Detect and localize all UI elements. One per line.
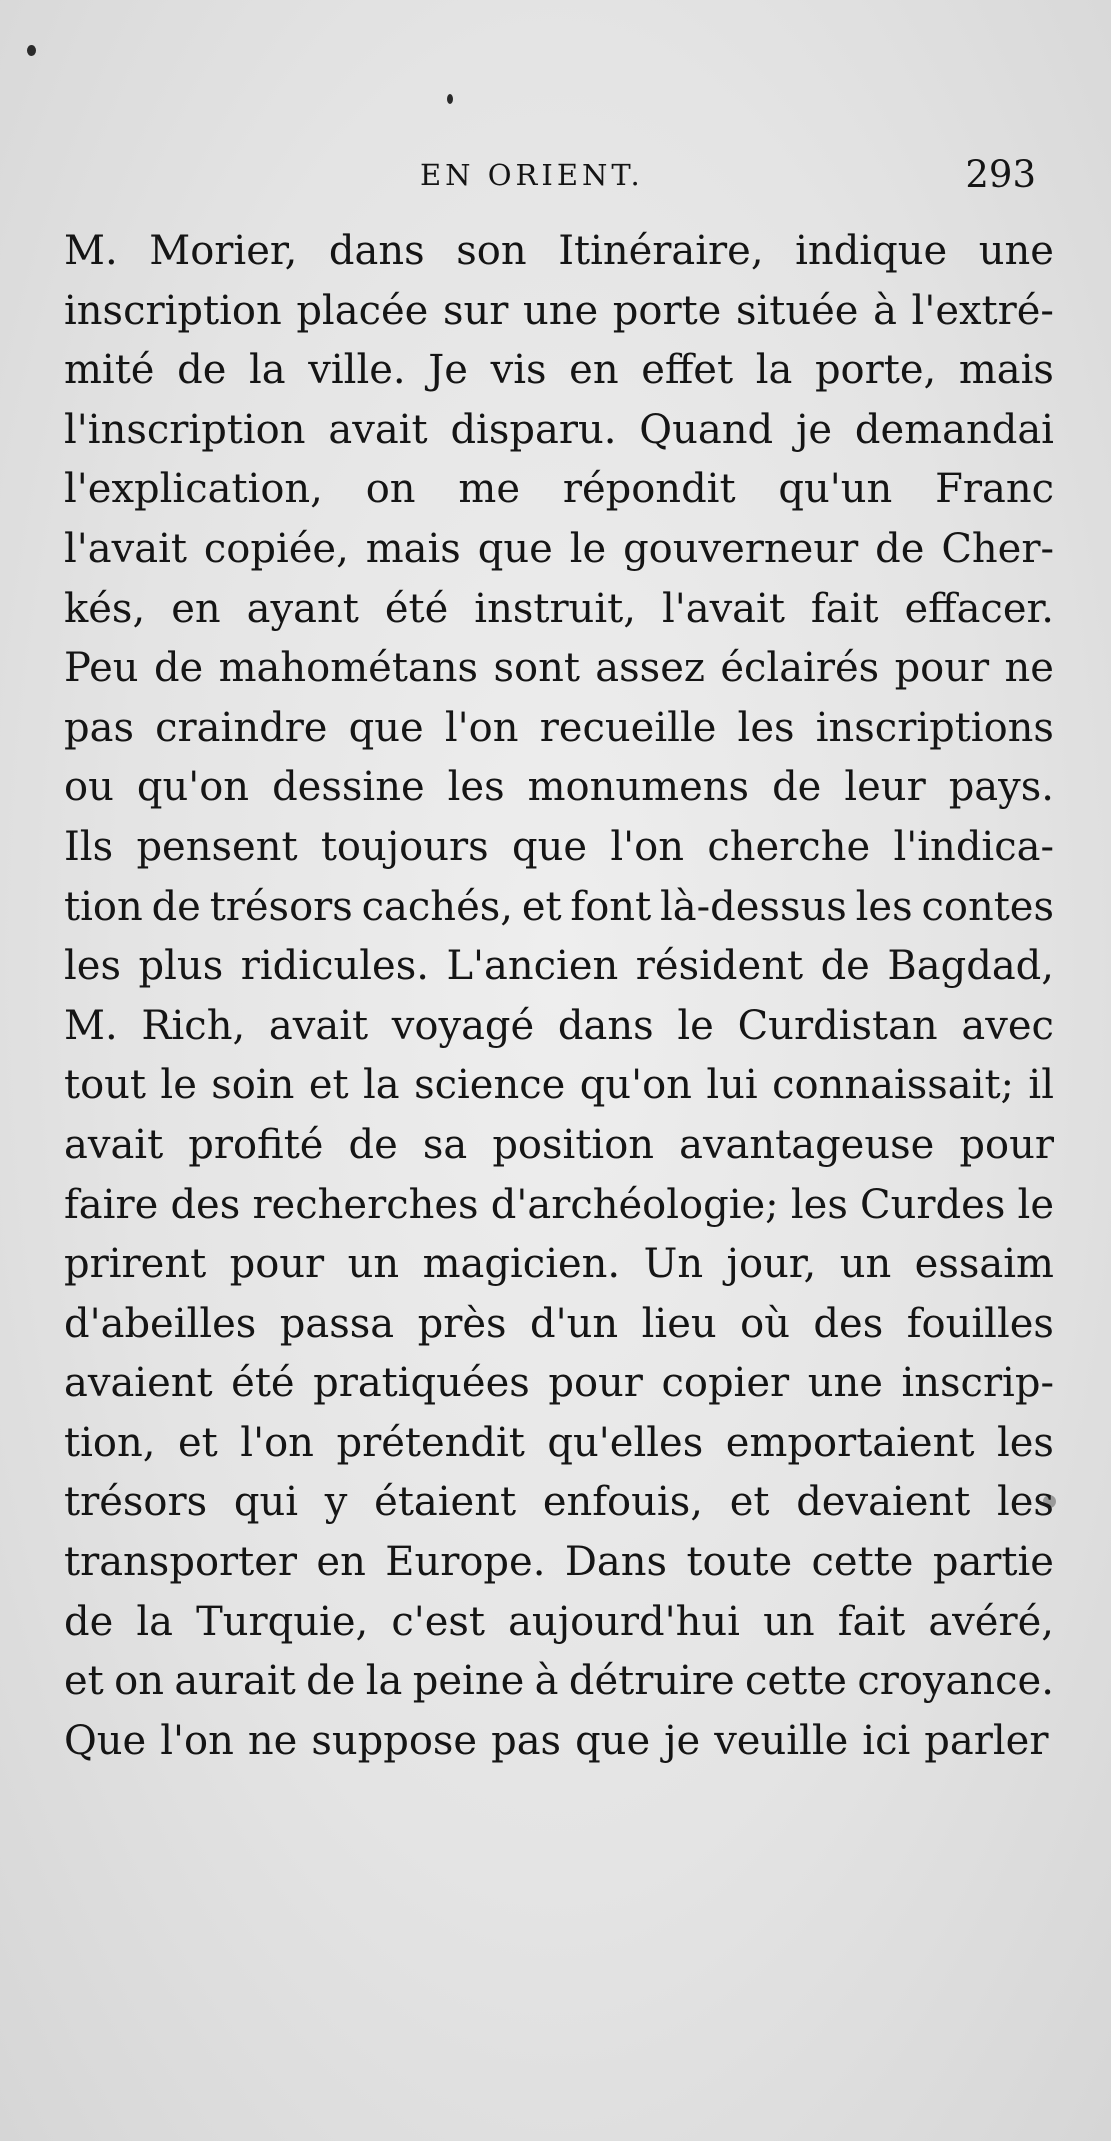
word: Curdes (860, 1181, 1006, 1228)
word: détruire (568, 1658, 735, 1705)
word: de (306, 1658, 356, 1705)
word: mais (958, 347, 1054, 394)
word: cette (811, 1539, 914, 1586)
word: porte (612, 287, 722, 334)
word: de (772, 764, 822, 811)
word: la (363, 1062, 400, 1109)
word: inscription (64, 287, 282, 334)
word: on (114, 1658, 164, 1705)
page-number: 293 (965, 153, 1036, 196)
word: l'inscription (64, 406, 306, 453)
word: inscriptions (815, 704, 1054, 751)
word: je (664, 1717, 701, 1764)
word: Franc (935, 466, 1054, 513)
word: copiée, (203, 525, 349, 572)
word: une (807, 1360, 883, 1407)
ink-speck (447, 94, 453, 104)
word: qu'on (136, 764, 250, 811)
word: de (177, 347, 227, 394)
text-line (64, 1712, 1054, 1772)
word: effacer. (904, 585, 1054, 632)
word: à (873, 287, 897, 334)
text-line (64, 1652, 1054, 1712)
word: là-dessus (660, 883, 847, 930)
word: avantageuse (679, 1121, 935, 1168)
word: d'archéologie; (490, 1181, 779, 1228)
word: pour (548, 1360, 643, 1407)
word: les (996, 1479, 1054, 1526)
word: position (492, 1121, 655, 1168)
text-line (64, 401, 1054, 461)
word: Rich, (141, 1002, 246, 1049)
word: de (820, 943, 870, 990)
word: essaim (914, 1241, 1054, 1288)
word: éclairés (720, 645, 880, 692)
word: les (737, 704, 795, 751)
text-line (64, 639, 1054, 699)
word: pour (959, 1121, 1054, 1168)
word: l'extré- (911, 287, 1054, 334)
running-head (0, 150, 1111, 200)
word: avait (328, 406, 428, 453)
word: de (153, 645, 204, 692)
word: suppose (311, 1717, 478, 1764)
word: cherche (707, 823, 871, 870)
word: de (64, 1598, 114, 1645)
word: en (569, 347, 619, 394)
word: l'explication, (64, 466, 323, 513)
word: avéré, (928, 1598, 1054, 1645)
word: dans (557, 1002, 654, 1049)
word: kés, (64, 585, 146, 632)
word: c'est (391, 1598, 485, 1645)
word: l'on (444, 704, 519, 751)
text-line (64, 1056, 1054, 1116)
word: d'un (530, 1300, 619, 1347)
word: avaient (64, 1360, 213, 1407)
word: Turquie, (196, 1598, 369, 1645)
word: près (417, 1300, 507, 1347)
text-line (64, 1533, 1054, 1593)
word: plus (138, 943, 224, 990)
word: le (160, 1062, 197, 1109)
text-line (64, 1354, 1054, 1414)
word: un (763, 1598, 815, 1645)
word: Cher- (941, 525, 1054, 572)
word: pour (894, 645, 990, 692)
word: Un (643, 1241, 704, 1288)
word: et (64, 1658, 104, 1705)
word: les (790, 1181, 848, 1228)
word: fouilles (906, 1300, 1054, 1347)
word: enfouis, (542, 1479, 703, 1526)
word: de (875, 525, 925, 572)
word: pas (491, 1717, 562, 1764)
body-text (64, 222, 1054, 1771)
word: été (384, 585, 449, 632)
word: située (735, 287, 859, 334)
word: et (521, 883, 562, 930)
word: Je (428, 347, 468, 394)
word: répondit (562, 466, 736, 513)
running-head-title: EN ORIENT. (420, 158, 644, 192)
word: Curdistan (737, 1002, 938, 1049)
word: pour (229, 1241, 325, 1288)
word: profité (188, 1121, 324, 1168)
word: recherches (252, 1181, 479, 1228)
word: vis (490, 347, 547, 394)
word: un (839, 1241, 892, 1288)
word: me (458, 466, 520, 513)
word: je (795, 406, 833, 453)
word: en (171, 585, 221, 632)
word: ville. (308, 347, 406, 394)
word: qu'un (778, 466, 893, 513)
word: de (151, 883, 201, 930)
word: effet (641, 347, 734, 394)
word: il (1028, 1062, 1054, 1109)
word: avait (64, 1121, 164, 1168)
word: l'on (160, 1717, 234, 1764)
word: Europe. (385, 1539, 546, 1586)
word: aujourd'hui (508, 1598, 740, 1645)
word: dans (328, 228, 425, 274)
word: les (447, 764, 505, 811)
word: inscrip- (901, 1360, 1054, 1407)
text-line (64, 1235, 1054, 1295)
word: avait (268, 1002, 369, 1049)
word: l'on (240, 1419, 314, 1466)
word: pas (64, 704, 134, 751)
word: mahométans (218, 645, 479, 692)
word: avec (961, 1002, 1054, 1049)
word: pratiquées (313, 1360, 530, 1407)
word: Que (64, 1717, 147, 1764)
word: trésors (209, 883, 353, 930)
word: Ils (64, 823, 114, 870)
word: la (249, 347, 286, 394)
word: les (855, 883, 913, 930)
word: ici (862, 1717, 911, 1764)
word: instruit, (474, 585, 636, 632)
text-line (64, 1473, 1054, 1533)
word: Morier, (149, 228, 298, 274)
word: placée (296, 287, 429, 334)
word: que (477, 525, 553, 572)
word: les (64, 943, 121, 990)
word: leur (844, 764, 926, 811)
word: soin (211, 1062, 295, 1109)
text-line (64, 818, 1054, 878)
text-line (64, 758, 1054, 818)
word: fait (837, 1598, 906, 1645)
text-line (64, 341, 1054, 401)
word: toujours (320, 823, 489, 870)
word: la (136, 1598, 174, 1645)
word: sa (422, 1121, 468, 1168)
word: qui (233, 1479, 299, 1526)
text-line (64, 460, 1054, 520)
word: les (996, 1419, 1054, 1466)
word: tion, (64, 1419, 156, 1466)
text-line (64, 997, 1054, 1057)
text-line (64, 1414, 1054, 1474)
word: craindre (155, 704, 328, 751)
word: la (365, 1658, 403, 1705)
word: ne (1004, 645, 1054, 692)
word: partie (932, 1539, 1054, 1586)
word: mais (365, 525, 461, 572)
word: pensent (136, 823, 298, 870)
text-line (64, 1295, 1054, 1355)
word: ou (64, 764, 114, 811)
word: cachés, (361, 883, 513, 930)
word: trésors (64, 1479, 208, 1526)
word: Dans (564, 1539, 668, 1586)
word: ne (247, 1717, 298, 1764)
word: et (177, 1419, 218, 1466)
word: croyance. (857, 1658, 1054, 1705)
word: Itinéraire, (558, 228, 764, 274)
word: dessine (272, 764, 425, 811)
text-line (64, 222, 1054, 282)
text-line (64, 699, 1054, 759)
word: y (324, 1479, 348, 1526)
word: M. (64, 1002, 118, 1049)
word: ayant (246, 585, 359, 632)
word: faire (64, 1181, 159, 1228)
word: recueille (539, 704, 717, 751)
text-line (64, 937, 1054, 997)
word: L'ancien (446, 943, 619, 990)
word: font (570, 883, 652, 930)
word: des (170, 1181, 241, 1228)
word: et (308, 1062, 349, 1109)
text-line (64, 878, 1054, 938)
word: jour, (726, 1241, 817, 1288)
word: fait (810, 585, 879, 632)
word: prirent (64, 1241, 207, 1288)
word: que (512, 823, 588, 870)
word: le (677, 1002, 714, 1049)
word: contes (921, 883, 1054, 930)
word: que (575, 1717, 651, 1764)
word: tion (64, 883, 143, 930)
word: la (755, 347, 793, 394)
word: aurait (174, 1658, 296, 1705)
word: son (456, 228, 527, 274)
word: gouverneur (623, 525, 859, 572)
word: Bagdad, (887, 943, 1054, 990)
word: porte, (814, 347, 937, 394)
word: l'avait (661, 585, 785, 632)
word: veuille (714, 1717, 849, 1764)
word: indique (795, 228, 948, 274)
ink-speck (27, 45, 36, 56)
text-line (64, 1593, 1054, 1653)
word: passa (279, 1300, 395, 1347)
word: un (347, 1241, 400, 1288)
word: d'abeilles (64, 1300, 257, 1347)
word: qu'elles (547, 1419, 704, 1466)
text-line (64, 1176, 1054, 1236)
word: le (569, 525, 607, 572)
word: lui (706, 1062, 758, 1109)
word: résident (635, 943, 804, 990)
word: magicien. (422, 1241, 621, 1288)
word: pays. (948, 764, 1054, 811)
word: et (729, 1479, 770, 1526)
word: en (316, 1539, 366, 1586)
word: science (414, 1062, 566, 1109)
word: emportaient (725, 1419, 975, 1466)
word: le (1017, 1181, 1054, 1228)
text-line (64, 1116, 1054, 1176)
word: devaient (796, 1479, 971, 1526)
word: Quand (639, 406, 774, 453)
word: M. (64, 228, 118, 274)
word: sont (493, 645, 580, 692)
word: lieu (641, 1300, 717, 1347)
word: Peu (64, 645, 139, 692)
word: transporter (64, 1539, 298, 1586)
text-line (64, 580, 1054, 640)
word: disparu. (450, 406, 617, 453)
word: que (348, 704, 424, 751)
word: demandai (854, 406, 1054, 453)
text-line (64, 282, 1054, 342)
word: on (365, 466, 416, 513)
word: connaissait; (772, 1062, 1014, 1109)
word: l'avait (64, 525, 187, 572)
word: une (522, 287, 599, 334)
word: l'indica- (893, 823, 1054, 870)
text-line (64, 520, 1054, 580)
word: des (813, 1300, 884, 1347)
word: monumens (527, 764, 750, 811)
word: mité (64, 347, 155, 394)
word: parler (924, 1717, 1049, 1764)
word: prétendit (336, 1419, 525, 1466)
word: copier (661, 1360, 790, 1407)
word: peine (412, 1658, 525, 1705)
word: voyagé (391, 1002, 535, 1049)
word: ridicules. (240, 943, 429, 990)
word: cette (745, 1658, 847, 1705)
word: tout (64, 1062, 146, 1109)
word: assez (595, 645, 705, 692)
word: été (231, 1360, 295, 1407)
word: toute (686, 1539, 793, 1586)
word: étaient (374, 1479, 517, 1526)
word: où (740, 1300, 790, 1347)
word: de (348, 1121, 398, 1168)
word: l'on (610, 823, 685, 870)
word: une (978, 228, 1054, 274)
word: qu'on (579, 1062, 692, 1109)
word: à (534, 1658, 559, 1705)
word: sur (442, 287, 509, 334)
